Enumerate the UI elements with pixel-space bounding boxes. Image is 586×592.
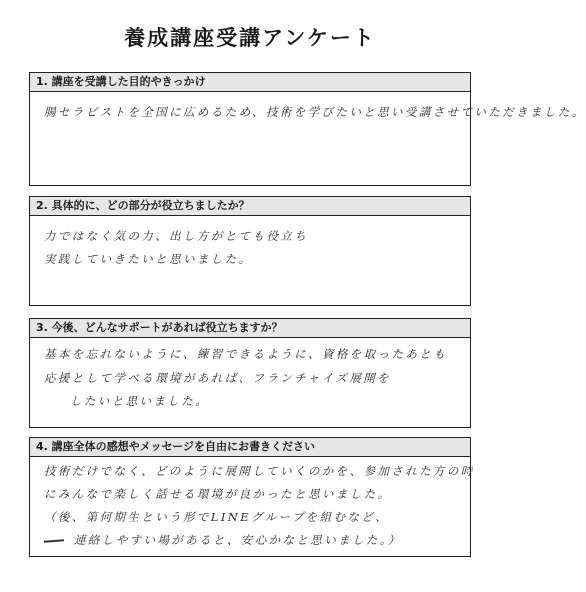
handwritten-answer-line: 連絡しやすい場があると、安心かなと思いました。） [74,533,402,547]
section-question: 2. 具体的に、どの部分が役立ちましたか？ [30,197,470,216]
survey-section-useful-parts [29,196,471,306]
handwritten-answer-line: 腸セラピストを全国に広めるため、技術を学びたいと思い受講させていただきました。 [44,105,586,119]
section-question: 4. 講座全体の感想やメッセージを自由にお書きください [30,438,470,457]
survey-section-support-needs [29,318,471,428]
handwritten-answer-line: にみんなで楽しく話せる環境が良かったと思いました。 [44,487,392,501]
answer-area [30,216,470,305]
handwritten-answer-line: したいと思いました。 [70,394,209,408]
handwritten-answer-line: （後、第何期生という形でLINEグループを組むなど、 [44,510,390,524]
scribbled-out-mark [44,539,64,542]
handwritten-answer-line: 応援として学べる環境があれば、フランチャイズ展開を [44,371,392,385]
handwritten-answer-line: 実践していきたいと思いました。 [44,252,253,266]
handwritten-answer-line: 基本を忘れないように、練習できるように、資格を取ったあとも [44,347,448,361]
section-question: 1. 講座を受講した目的やきっかけ [30,73,470,92]
answer-area [30,338,470,427]
page-title: 養成講座受講アンケート [124,26,376,50]
survey-section-purpose [29,72,586,186]
handwritten-answer-line: 力ではなく気の力、出し方がとても役立ち [44,229,309,243]
answer-area [30,457,475,556]
answer-area [30,92,586,185]
survey-section-comments [29,437,475,557]
section-question: 3. 今後、どんなサポートがあれば役立ちますか？ [30,319,470,338]
handwritten-answer-line: 技術だけでなく、どのように展開していくのかを、参加された方の時 [44,464,475,478]
